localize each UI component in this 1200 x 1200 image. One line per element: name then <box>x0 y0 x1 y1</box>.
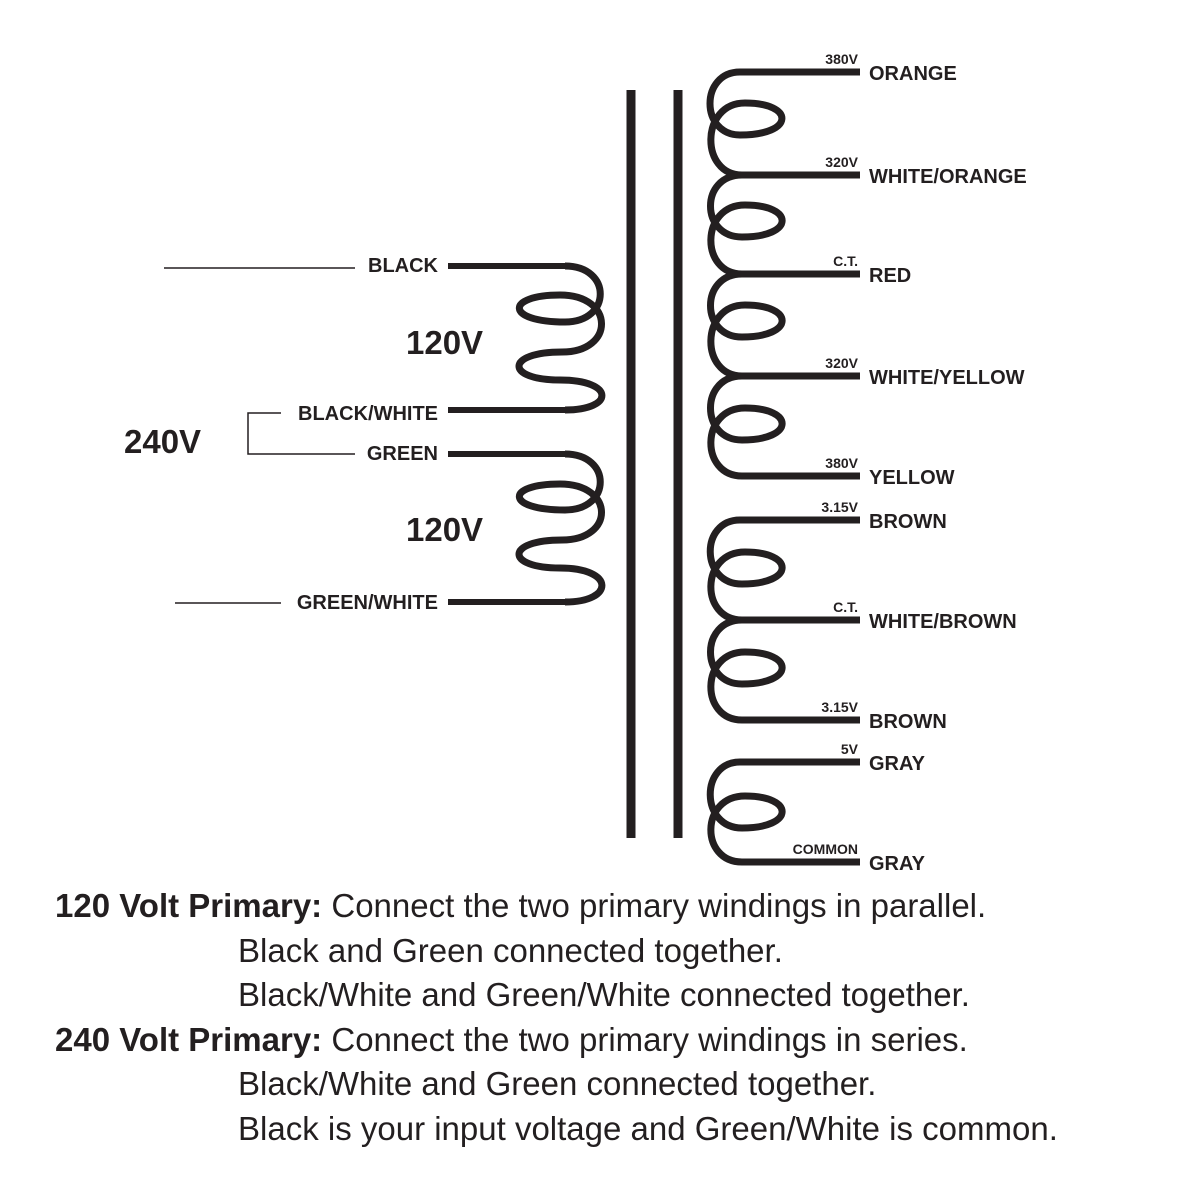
tap-voltage-label: 3.15V <box>821 699 858 715</box>
note-line: Black is your input voltage and Green/White is common. <box>238 1109 1058 1147</box>
tap-voltage-label: 3.15V <box>821 499 858 515</box>
series-voltage-label: 240V <box>124 423 202 460</box>
note-text: Connect the two primary windings in series. <box>331 1020 968 1058</box>
note-line <box>55 884 1058 929</box>
tap-wire-label: GRAY <box>869 753 925 775</box>
wiring-notes <box>55 884 1058 1151</box>
tap-wire-label: WHITE/BROWN <box>869 611 1017 633</box>
tap-wire-label: BROWN <box>869 711 947 733</box>
tap-voltage-label: COMMON <box>792 841 858 857</box>
note-line: Black and Green connected together. <box>238 931 783 969</box>
tap-wire-label: BROWN <box>869 511 947 533</box>
tap-voltage-label: 320V <box>825 355 858 371</box>
tap-wire-label: GRAY <box>869 853 925 875</box>
primary-lead-label: BLACK/WHITE <box>298 403 438 425</box>
tap-wire-label: YELLOW <box>869 467 955 489</box>
primary-lead-label: GREEN <box>366 443 438 465</box>
winding-voltage-label: 120V <box>406 511 484 548</box>
tap-wire-label: WHITE/ORANGE <box>869 166 1027 188</box>
note-text: Connect the two primary windings in parallel. <box>331 887 987 924</box>
tap-voltage-label: C.T. <box>833 253 858 269</box>
note-line: Black/White and Green/White connected together. <box>238 976 970 1013</box>
note-heading: 120 Volt Primary: <box>55 887 323 924</box>
primary-coil-2 <box>519 454 602 602</box>
note-line: Black/White and Green connected together. <box>238 1065 877 1102</box>
tap-wire-label: WHITE/YELLOW <box>869 367 1025 389</box>
primary-lead-label: BLACK <box>368 255 438 277</box>
winding-voltage-label: 120V <box>406 324 484 361</box>
tap-wire-label: ORANGE <box>869 63 957 85</box>
tap-voltage-label: 320V <box>825 154 858 170</box>
primary-coil-1 <box>519 266 602 410</box>
note-heading: 240 Volt Primary: <box>55 1020 323 1058</box>
tap-voltage-label: 5V <box>840 741 858 757</box>
tap-voltage-label: C.T. <box>833 599 858 615</box>
primary-lead-label: GREEN/WHITE <box>296 592 438 614</box>
tap-voltage-label: 380V <box>825 455 858 471</box>
tap-wire-label: RED <box>869 265 912 287</box>
tap-voltage-label: 380V <box>825 51 858 67</box>
note-line <box>55 1018 1058 1063</box>
